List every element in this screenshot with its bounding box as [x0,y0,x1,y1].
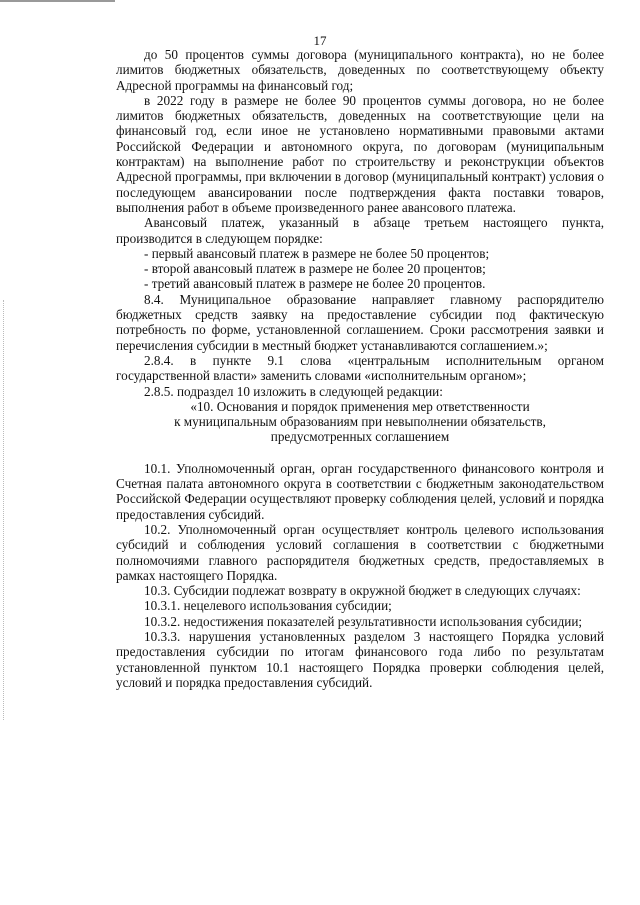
scan-edge-mark [0,0,115,2]
page-number: 17 [313,33,327,48]
paragraph: 10.3. Субсидии подлежат возврату в окружной бюджет в следующих случаях: [144,583,581,599]
section-heading-line: «10. Основания и порядок применения мер ответственности [190,398,530,414]
paragraph: 10.1. Уполномоченный орган, орган государственного финансового контроля и Счетная палата автономного округа в соответствии с бюджетным законодательством Российской Федерации осуществляют проверку соблюдения целей, условий и порядка предоставления субсидий. [116,460,604,522]
list-item: - третий авансовый платеж в размере не более 20 процентов. [144,276,486,292]
document-body [116,47,604,690]
paragraph: до 50 процентов суммы договора (муниципального контракта), но не более лимитов бюджетных обязательств, доведенных по соответствующему объекту Адресной программы на финансовый год; [116,47,604,93]
section-heading-line: к муниципальным образованиям при невыполнении обязательств, [174,414,546,430]
paragraph: в 2022 году в размере не более 90 процентов суммы договора, но не более лимитов бюджетных обязательств, доведенных на соответствующие цели на финансовый год, если иное не установлено нормативными правовыми актами Российской Федерации и автономного округа, по договорам (муниципальным контрактам) на выполнение работ по строительству и реконструкции объектов Адресной программы, при включении в договор (муниципальный контракт) условия о последующем авансировании после подтверждения факта поставки товаров, выполнения работ в объеме произведенного ранее авансового платежа. [116,92,604,215]
paragraph: Авансовый платеж, указанный в абзаце третьем настоящего пункта, производится в следующем порядке: [116,215,604,246]
list-item: 10.3.2. недостижения показателей результативности использования субсидии; [144,613,583,629]
paragraph: 10.2. Уполномоченный орган осуществляет контроль целевого использования субсидий и соблюдения условий соглашения в соответствии с бюджетными полномочиями главного распорядителя бюджетных средств, предоставляемых в рамках настоящего Порядка. [116,521,604,583]
section-heading-line: предусмотренных соглашением [270,429,450,445]
paragraph: 8.4. Муниципальное образование направляет главному распорядителю бюджетных средств заявку на предоставление субсидии под фактическую потребность по форме, установленной соглашением. Сроки рассмотрения заявки и перечисления субсидии в местный бюджет устанавливаются соглашением.»; [116,291,604,353]
list-item: 10.3.3. нарушения установленных разделом 3 настоящего Порядка условий предоставления субсидии по итогам финансового года либо по результатам установленной пунктом 10.1 настоящего Порядка проверки соблюдения целей, условий и порядка предоставления субсидий. [116,628,604,690]
scan-edge-dots [3,300,5,720]
paragraph: 2.8.5. подраздел 10 изложить в следующей редакции: [144,383,443,399]
list-item: - первый авансовый платеж в размере не более 50 процентов; [144,245,490,261]
list-item: - второй авансовый платеж в размере не более 20 процентов; [144,261,486,277]
section-heading [116,399,604,445]
list-item: 10.3.1. нецелевого использования субсидии; [144,598,392,614]
paragraph: 2.8.4. в пункте 9.1 слова «центральным исполнительным органом государственной власти» заменить словами «исполнительным органом»; [116,352,604,384]
spacer [116,445,604,461]
